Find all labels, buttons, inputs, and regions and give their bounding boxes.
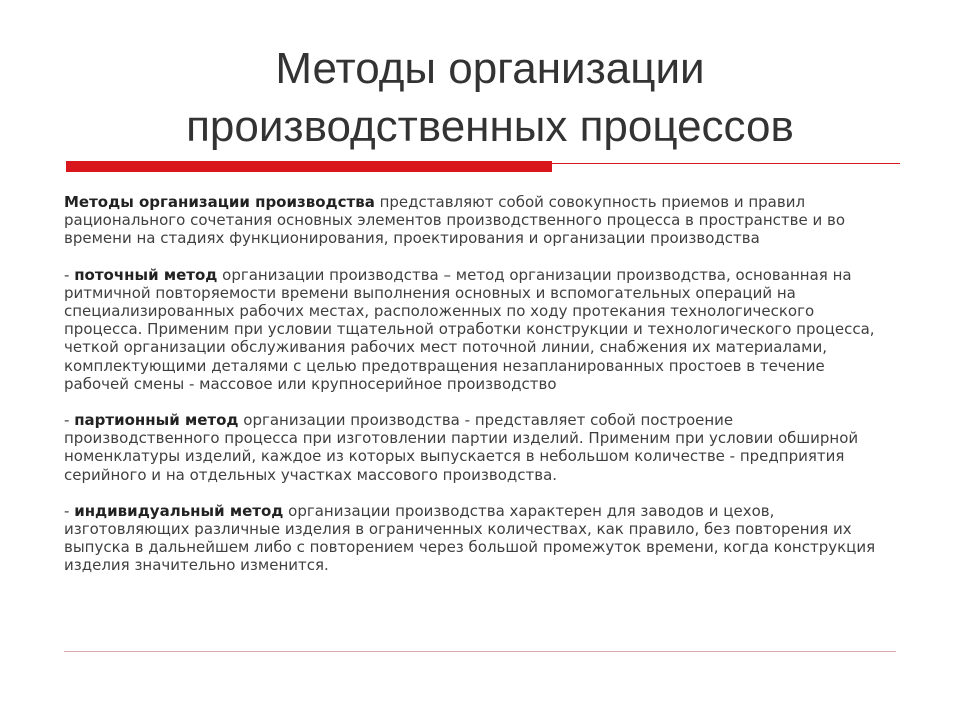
term-flow-method: поточный метод: [74, 265, 218, 284]
intro-text: представляют собой совокупность приемов и правил рационального сочетания основных элементов производственного процесса в пространстве и во времени на стадиях функционирования, проектирования и организации производства: [64, 193, 846, 248]
slide-body: [64, 193, 876, 593]
bullet-dash: -: [64, 265, 75, 284]
title-accent-bar: [66, 161, 552, 172]
flow-method-text: организации производства – метод организации производства, основанная на ритмичной повторяемости времени выполнения основных и вспомогательных операций на специализированных рабочих местах, расположенных по ходу протекания технологического процесса. Применим при условии тщательной отработки конструкции и технологического процесса, четкой организации обслуживания рабочих мест поточной линии, снабжения их материалами, комплектующими деталями с целью предотвращения незапланированных простоев в течение рабочей смены - массовое или крупносерийное производство: [64, 265, 875, 393]
term-batch-method: партионный метод: [74, 411, 239, 430]
term-production-methods: Методы организации производства: [64, 193, 375, 211]
paragraph-individual-method: [64, 502, 876, 575]
title-line-2: производственных процессов: [186, 102, 794, 151]
bullet-dash: -: [64, 411, 75, 430]
slide-title: [60, 40, 920, 156]
bullet-dash: -: [64, 501, 75, 520]
paragraph-intro: [64, 193, 876, 248]
term-individual-method: индивидуальный метод: [74, 501, 284, 520]
title-line-1: Методы организации: [275, 44, 705, 93]
paragraph-batch-method: [64, 411, 876, 484]
batch-method-text: организации производства - представляет собой построение производственного процесса при изготовлении партии изделий. Применим при условии обширной номенклатуры изделий, каждое из которых выпускается в небольшом количестве - предприятия серийного и на отдельных участках массового производства.: [64, 411, 859, 484]
paragraph-flow-method: [64, 266, 876, 393]
footer-line: [64, 651, 896, 652]
title-accent-line: [552, 163, 900, 164]
individual-method-text: организации производства характерен для заводов и цехов, изготовляющих различные изделия в ограниченных количествах, как правило, без повторения их выпуска в дальнейшем либо с повторением через большой промежуток времени, когда конструкция изделия значительно изменится.: [64, 501, 876, 575]
